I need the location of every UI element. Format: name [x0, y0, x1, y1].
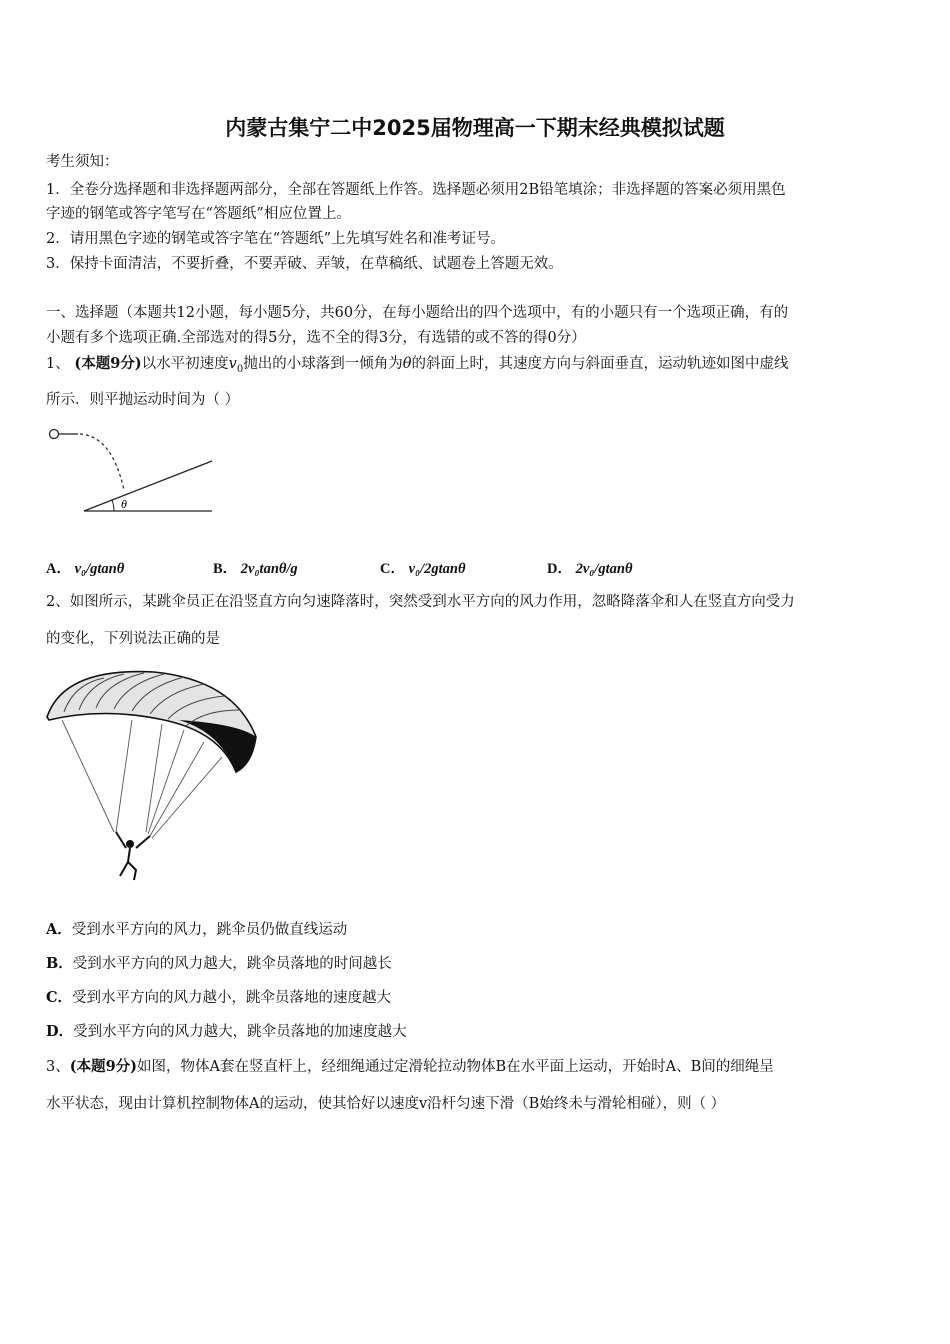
- option-letter: A．: [46, 561, 71, 577]
- notice-heading: 考生须知：: [46, 154, 119, 170]
- incline-line: [84, 461, 212, 511]
- question-points-tag: (本题9分): [74, 355, 142, 372]
- option-text: v₀/2gtanθ: [408, 561, 466, 577]
- question-1-options: [46, 557, 714, 578]
- notice-item: 3．保持卡面清洁，不要折叠，不要弄破、弄皱，在草稿纸、试题卷上答题无效。: [46, 256, 563, 272]
- projectile-incline-figure: [44, 424, 219, 518]
- symbol-v0: v: [228, 356, 237, 372]
- question-2-option-d[interactable]: [46, 1020, 407, 1041]
- question-2-stem-cont: 的变化，下列说法正确的是: [46, 631, 220, 647]
- suspension-lines: [62, 720, 222, 838]
- option-letter: B．: [46, 955, 73, 972]
- paraglider-figure: [44, 662, 264, 887]
- question-2-stem: 2、如图所示，某跳伞员正在沿竖直方向匀速降落时，突然受到水平方向的风力作用，忽略降落伞和人在竖直方向受力: [46, 594, 795, 610]
- section-instructions: 一、选择题（本题共12小题，每小题5分，共60分，在每小题给出的四个选项中，有的小题只有一个选项正确，有的: [46, 305, 789, 321]
- angle-arc: [112, 500, 114, 511]
- option-b[interactable]: [213, 557, 380, 578]
- option-letter: D．: [547, 561, 572, 577]
- question-3-stem-cont: 水平状态，现由计算机控制物体A的运动，使其恰好以速度v沿杆匀速下滑（B始终未与滑轮相碰），则（ ）: [46, 1096, 726, 1112]
- page-title: 内蒙古集宁二中2025届物理高一下期末经典模拟试题: [225, 116, 725, 140]
- option-letter: B．: [213, 561, 238, 577]
- question-3-stem: [46, 1055, 774, 1076]
- question-text: 的斜面上时，其速度方向与斜面垂直，运动轨迹如图中虚线: [411, 356, 789, 372]
- ball-icon: [50, 430, 59, 439]
- option-letter: D．: [46, 1023, 74, 1040]
- question-1-stem: [46, 352, 788, 375]
- notice-item: 2．请用黑色字迹的钢笔或答字笔在“答题纸”上先填写姓名和准考证号。: [46, 231, 506, 247]
- option-a[interactable]: [46, 557, 213, 578]
- option-letter: C．: [46, 989, 73, 1006]
- option-d[interactable]: [547, 557, 714, 578]
- question-number: 1、: [46, 356, 70, 372]
- option-letter: C．: [380, 561, 405, 577]
- question-text: 抛出的小球落到一倾角为: [243, 356, 403, 372]
- trajectory-dashed-curve: [80, 434, 124, 490]
- question-2-option-c[interactable]: [46, 986, 391, 1007]
- notice-item: 字迹的钢笔或答字笔写在“答题纸”相应位置上。: [46, 206, 351, 222]
- option-c[interactable]: [380, 557, 547, 578]
- option-text: 2v₀tanθ/g: [240, 561, 298, 577]
- paraglider-pilot-icon: [116, 832, 150, 880]
- question-1-stem-cont: 所示．则平抛运动时间为（ ）: [46, 392, 240, 408]
- canopy-icon: [47, 672, 256, 772]
- symbol-theta: θ: [402, 356, 412, 372]
- question-points-tag: (本题9分): [69, 1058, 138, 1075]
- question-2-option-b[interactable]: [46, 952, 392, 973]
- option-text: 2v₀/gtanθ: [575, 561, 633, 577]
- theta-label: θ: [121, 497, 127, 511]
- question-text: 以水平初速度: [141, 356, 229, 372]
- option-text: 受到水平方向的风力越大，跳伞员落地的时间越长: [72, 956, 392, 972]
- option-text: 受到水平方向的风力越大，跳伞员落地的加速度越大: [73, 1024, 407, 1040]
- question-2-option-a[interactable]: [46, 918, 347, 939]
- notice-item: 1．全卷分选择题和非选择题两部分，全部在答题纸上作答。选择题必须用2B铅笔填涂；非选择题的答案必须用黑色: [46, 182, 786, 198]
- option-text: v₀/gtanθ: [74, 561, 125, 577]
- option-text: 受到水平方向的风力越小，跳伞员落地的速度越大: [72, 990, 392, 1006]
- option-text: 受到水平方向的风力，跳伞员仍做直线运动: [71, 922, 348, 938]
- question-number: 3、: [46, 1059, 70, 1075]
- question-text: 如图，物体A套在竖直杆上，经细绳通过定滑轮拉动物体B在水平面上运动，开始时A、B间的细绳呈: [137, 1059, 774, 1075]
- section-instructions: 小题有多个选项正确.全部选对的得5分，选不全的得3分，有选错的或不答的得0分）: [46, 330, 586, 346]
- symbol-v0-subscript: 0: [236, 363, 244, 375]
- option-letter: A．: [46, 921, 72, 938]
